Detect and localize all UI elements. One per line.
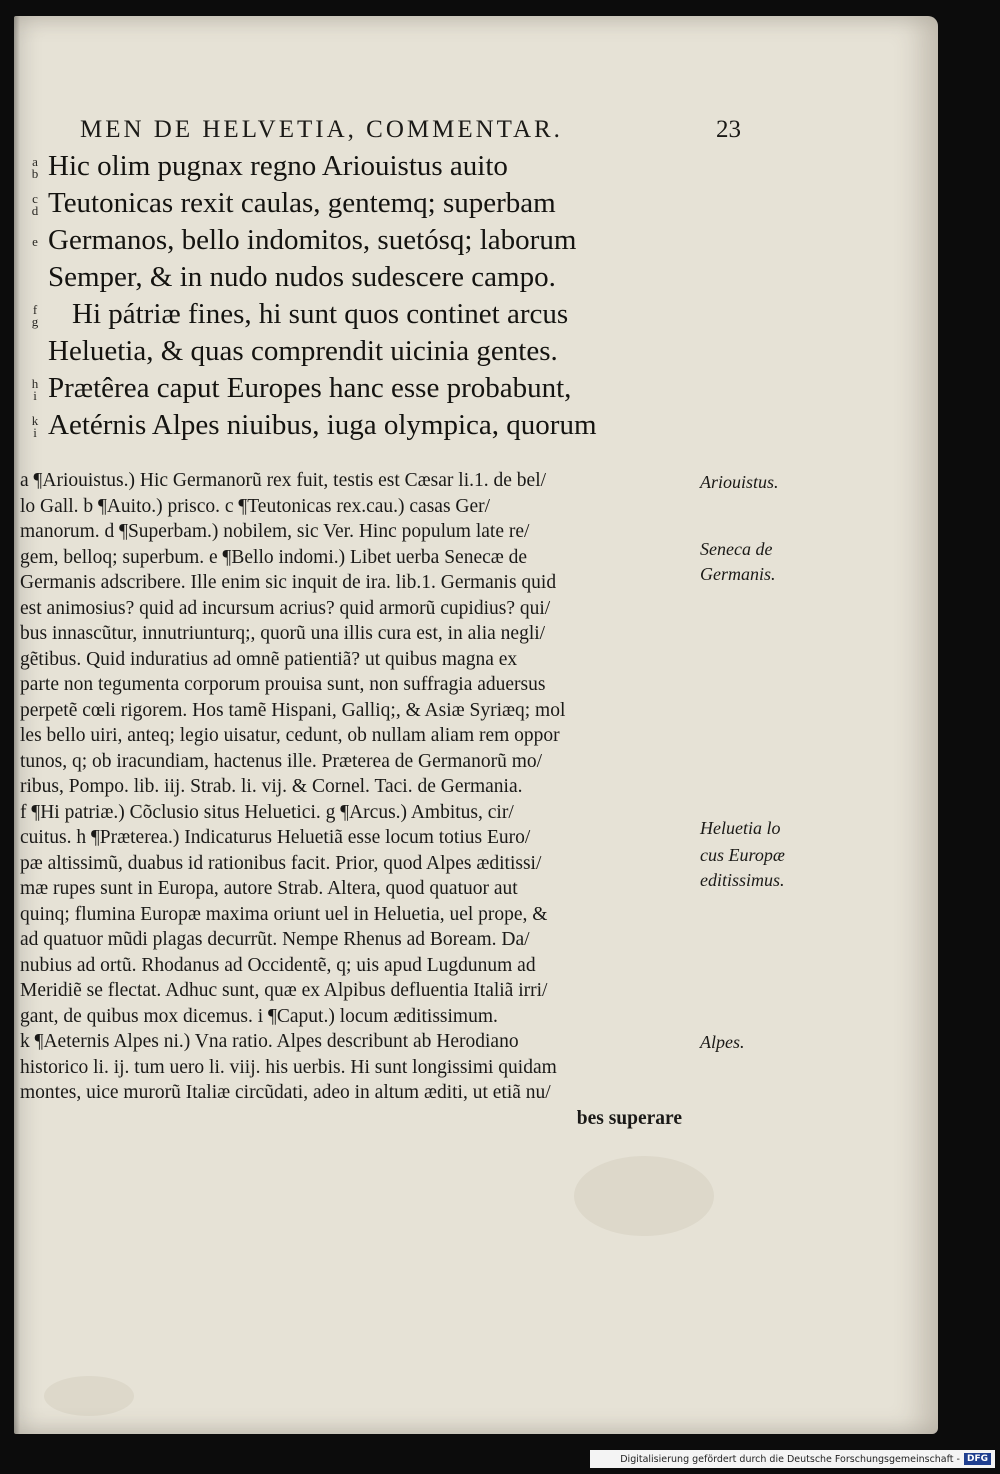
verse-line: Teutonicas rexit caulas, gentemq; superbam [48,187,556,219]
running-head: MEN DE HELVETIA, COMMENTAR. [80,116,563,143]
verse-mark: f g [31,302,39,329]
commentary-line: ribus, Pompo. lib. iij. Strab. li. vij. & Cornel. Taci. de Germania. [20,776,523,797]
commentary-line: quinq; flumina Europæ maxima oriunt uel in Heluetia, uel prope, & [20,903,548,925]
commentary-line: a ¶Ariouistus.) Hic Germanorũ rex fuit, testis est Cæsar li.1. de bel/ [20,470,547,491]
digitization-footer [590,1450,995,1468]
commentary-line: lo Gall. b ¶Auito.) prisco. c ¶Teutonicas rex.cau.) casas Ger/ [20,495,491,517]
folio-number: 23 [716,116,741,143]
marginal-note: Germanis. [700,564,776,584]
commentary-line: les bello uiri, anteq; legio uisatur, cedunt, ob nullam aliam rem oppor [20,725,560,746]
commentary-line: gem, belloq; superbum. e ¶Bello indomi.) Libet uerba Senecæ de [20,546,528,568]
commentary-line: k ¶Aeternis Alpes ni.) Vna ratio. Alpes describunt ab Herodiano [20,1031,519,1052]
commentary-line: gant, de quibus mox dicemus. i ¶Caput.) locum æditissimum. [20,1005,498,1027]
verse-mark: a b [31,154,39,181]
commentary-line: montes, uice murorũ Italiæ circũdati, adeo in altum æditi, ut etiã nu/ [20,1082,551,1103]
marginal-note: Alpes. [700,1032,745,1052]
marginal-note: Heluetia lo [700,818,781,838]
footer-credit-text: Digitalisierung gefördert durch die Deutsche Forschungsgemeinschaft - [620,1453,960,1465]
paper-stain [44,1376,134,1416]
commentary-line: est animosius? quid ad incursum acrius? quid armorũ cupidius? qui/ [20,597,551,619]
verse-line: Hi pátriæ fines, hi sunt quos continet arcus [72,298,569,330]
marginal-note: editissimus. [700,870,785,890]
commentary-line: perpetẽ cœli rigorem. Hos tamẽ Hispani, Galliq;, & Asiæ Syriæq; mol [20,699,566,721]
commentary-line: Meridiẽ se flectat. Adhuc sunt, quæ ex Alpibus defluentia Italiã irri/ [20,980,548,1001]
verse-line: Germanos, bello indomitos, suetósq; laborum [48,224,577,256]
verse-line: Hic olim pugnax regno Ariouistus auito [48,150,508,182]
commentary-line: pæ altissimũ, duabus id rationibus facit. Prior, quod Alpes æditissi/ [20,852,542,874]
commentary-line: manorum. d ¶Superbam.) nobilem, sic Ver. Hinc populum late re/ [20,521,530,542]
commentary-line: bus innascũtur, innutriunturq;, quorũ una illis cura est, in alia negli/ [20,623,546,644]
marginal-note: Seneca de [700,539,773,559]
commentary-line: cuitus. h ¶Præterea.) Indicaturus Heluetiã esse locum totius Euro/ [20,827,531,848]
commentary-line: parte non tegumenta corporum prouisa sunt, non suffragia aduersus [20,674,546,695]
commentary-line: f ¶Hi patriæ.) Cõclusio situs Heluetici. g ¶Arcus.) Ambitus, cir/ [20,801,514,823]
commentary-line: ad quatuor mũdi plagas decurrũt. Nempe Rhenus ad Boream. Da/ [20,929,530,950]
catchword: bes superare [576,1107,682,1129]
marginal-note: cus Europæ [700,845,785,865]
verse-mark: e [32,234,38,249]
commentary-line: nubius ad ortũ. Rhodanus ad Occidentẽ, q; uis apud Lugdunum ad [20,954,536,976]
paper-stain [574,1156,714,1236]
marginal-note: Ariouistus. [700,472,779,492]
verse-line: Semper, & in nudo nudos sudescere campo. [48,261,556,293]
dfg-logo: DFG [964,1453,991,1465]
verse-mark: h i [31,376,39,403]
verse-line: Aetérnis Alpes niuibus, iuga olympica, quorum [48,409,597,441]
verse-mark: k i [31,413,39,440]
commentary-block [20,468,682,1131]
verse-mark: c d [31,191,39,218]
commentary-line: tunos, q; ob iracundiam, hactenus ille. Præterea de Germanorũ mo/ [20,750,543,772]
verse-line: Prætêrea caput Europes hanc esse probabunt, [48,372,572,404]
verse-line: Heluetia, & quas comprendit uicinia gentes. [48,335,558,367]
commentary-line: Germanis adscribere. Ille enim sic inquit de ira. lib.1. Germanis quid [20,572,557,593]
commentary-line: historico li. ij. tum uero li. viij. his uerbis. Hi sunt longissimi quidam [20,1056,557,1078]
commentary-line: gẽtibus. Quid induratius ad omnẽ patientiã? ut quibus magna ex [20,648,518,670]
commentary-line: mæ rupes sunt in Europa, autore Strab. Altera, quod quatuor aut [20,878,518,899]
